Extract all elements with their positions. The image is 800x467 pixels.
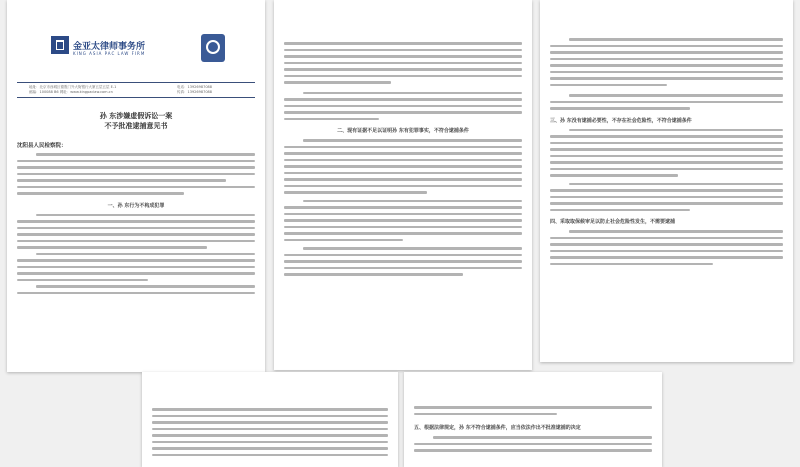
title-line-1: 孙 东涉嫌虚假诉讼一案 xyxy=(99,112,173,120)
body-text-block xyxy=(284,139,522,276)
body-text-block xyxy=(550,230,783,265)
address-bar xyxy=(17,83,255,98)
firm-name-english: KING ASIA PAC LAW FIRM xyxy=(73,51,146,56)
document-title xyxy=(17,111,255,131)
document-page-5 xyxy=(404,372,662,467)
firm-logo-icon xyxy=(51,36,69,54)
body-text-block xyxy=(17,214,255,295)
section-heading-5: 五、根据法律规定，孙 东不符合逮捕条件，应当依法作出不批准逮捕的决定 xyxy=(414,425,581,431)
body-text-block xyxy=(414,406,652,415)
letterhead xyxy=(17,32,255,83)
section-heading-2: 二、现有证据不足以证明孙 东有犯罪事实，不符合逮捕条件 xyxy=(337,128,469,134)
firm-fax: 传真：13926987088 xyxy=(177,90,212,94)
document-page-4 xyxy=(142,372,398,467)
body-text-block xyxy=(550,129,783,212)
title-line-2: 不予批准逮捕意见书 xyxy=(104,122,168,130)
document-page-3 xyxy=(540,0,793,362)
firm-address-2: 邮编：100088 B6 网址：www.kingpaclaw.com.cn xyxy=(29,90,113,94)
firm-name: 金亚太律师事务所 xyxy=(73,42,146,52)
section-heading-1: 一、孙 东行为不构成犯罪 xyxy=(107,202,165,209)
document-page-1 xyxy=(7,0,265,372)
section-heading-4: 四、采取取保候审足以防止社会危险性发生，不需要逮捕 xyxy=(550,219,676,225)
body-text-block xyxy=(414,436,652,452)
firm-phone: 电话：13926987088 xyxy=(177,85,212,89)
firm-seal-icon xyxy=(201,34,225,62)
body-text-block xyxy=(284,42,522,120)
body-text-block xyxy=(17,153,255,195)
firm-address: 地址：北京市西城区德胜门外大街银行大厦五层五层 E-1 xyxy=(29,85,117,89)
section-heading-3: 三、孙 东没有逮捕必要性，不存在社会危险性，不符合逮捕条件 xyxy=(550,117,692,124)
salutation: 沈阳县人民检察院： xyxy=(17,143,67,149)
document-page-2 xyxy=(274,0,532,370)
body-text-block xyxy=(152,408,388,456)
body-text-block xyxy=(550,38,783,110)
